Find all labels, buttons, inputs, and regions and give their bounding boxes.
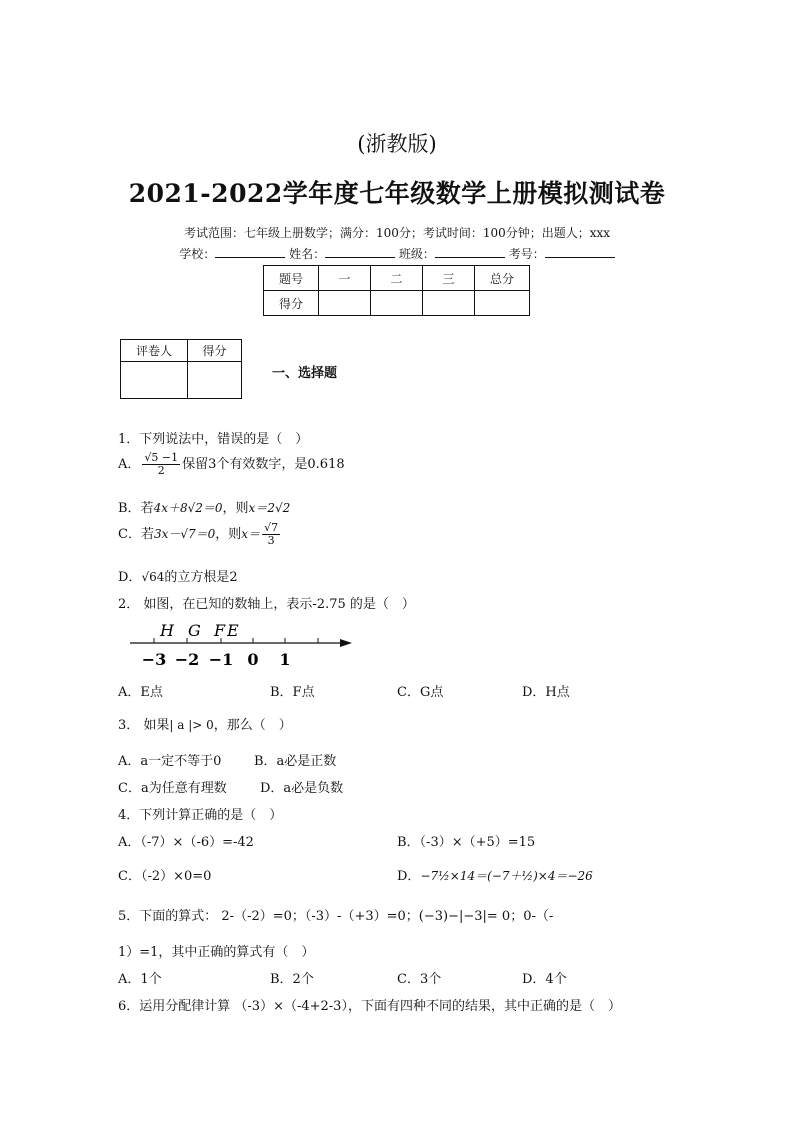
equation: 3x－√7＝0 (153, 527, 216, 542)
score-header-cell: 题号 (264, 266, 319, 291)
score-header-cell: 一 (319, 266, 371, 291)
fraction (142, 452, 180, 477)
number-line-arrow (340, 639, 352, 647)
grader-cell[interactable] (121, 362, 188, 399)
q3-option: B．a必是正数 (254, 754, 337, 769)
q1-stem: 1．下列说法中，错误的是（ ） (118, 432, 309, 447)
class-label: 班级： (398, 247, 435, 261)
score-header-cell: 二 (371, 266, 423, 291)
score-table (263, 265, 530, 316)
school-label: 学校： (179, 247, 216, 261)
q5-option: C．3个 (397, 972, 442, 987)
q2-option: C．G点 (397, 685, 444, 700)
option-label: A． (118, 457, 141, 473)
score-header-cell: 三 (423, 266, 475, 291)
fraction-denominator: 3 (267, 534, 275, 548)
number-line-point-label: H (160, 621, 174, 640)
option-label: C．若 (118, 527, 154, 543)
number-line-point-label: F (214, 621, 226, 640)
exam-scope-line: 考试范围：七年级上册数学；满分：100分；考试时间：100分钟；出题人；xxx (183, 226, 611, 240)
fraction-denominator: 2 (157, 464, 165, 478)
q4-option-c: C．（-2）×0=0 (118, 869, 212, 884)
q3-option: A．a一定不等于0 (118, 754, 222, 769)
q4-option-a: A．（-7）×（-6）=-42 (118, 835, 254, 850)
fraction-numerator: √5 −1 (144, 451, 179, 464)
equation: x＝2√2 (248, 501, 291, 515)
name-blank[interactable] (325, 245, 395, 258)
option-text: 的立方根是2 (164, 570, 238, 585)
q2-option: D．H点 (522, 685, 570, 700)
equation: −7½×14＝(−7＋½)×4＝−26 (420, 869, 593, 883)
id-label: 考号： (508, 247, 545, 261)
edition-label: (浙教版) (357, 132, 437, 156)
number-line-point-label: E (227, 621, 239, 640)
grader-header-cell: 评卷人 (121, 340, 188, 362)
absolute-value-expression: | a |> 0 (169, 718, 214, 732)
q5-option: D．4个 (522, 972, 567, 987)
student-info-line (0, 245, 794, 262)
q2-stem: 2． 如图，在已知的数轴上，表示-2.75 的是（ ） (118, 597, 415, 612)
equation: x＝ (241, 527, 261, 542)
section-title: 一、选择题 (272, 366, 338, 381)
id-blank[interactable] (545, 245, 615, 258)
q5-stem-line2: 1）=1，其中正确的算式有（ ） (118, 945, 315, 960)
number-line-tick-label: 1 (279, 650, 291, 669)
number-line-tick-label: −2 (174, 650, 200, 669)
q2-option: A．E点 (118, 685, 163, 700)
school-blank[interactable] (215, 245, 285, 258)
q1-option-b (118, 497, 290, 516)
grader-cell[interactable] (188, 362, 242, 399)
q5-option: A．1个 (118, 972, 162, 987)
option-text: ，则 (222, 501, 249, 516)
q1-option-a (118, 452, 345, 477)
grader-header-cell: 得分 (188, 340, 242, 362)
q1-option-d (118, 566, 238, 585)
score-header-cell: 总分 (475, 266, 530, 291)
number-line-tick-label: −1 (208, 650, 234, 669)
option-label: B．若 (118, 501, 154, 516)
q1-option-c (118, 522, 282, 547)
score-row-label: 得分 (264, 291, 319, 316)
q5-option: B．2个 (270, 972, 314, 987)
q4-option-d (397, 865, 593, 884)
number-line-tick-label: −3 (141, 650, 167, 669)
grader-table (120, 339, 242, 399)
q3-stem-text: 3． 如果 (118, 718, 170, 733)
score-cell[interactable] (371, 291, 423, 316)
q3-option: C．a为任意有理数 (118, 781, 227, 796)
q3-stem-text: ，那么（ ） (213, 718, 292, 733)
radical-expression: √64 (141, 570, 165, 584)
score-cell[interactable] (475, 291, 530, 316)
option-text: 保留3个有效数字，是0.618 (182, 457, 345, 473)
exam-title: 2021-2022学年度七年级数学上册模拟测试卷 (128, 179, 666, 208)
score-cell[interactable] (423, 291, 475, 316)
class-blank[interactable] (435, 245, 505, 258)
number-line-tick-label: 0 (247, 650, 259, 669)
option-label: D． (397, 869, 421, 884)
q4-option-b: B．（-3）×（+5）=15 (397, 835, 536, 850)
q4-stem: 4．下列计算正确的是（ ） (118, 808, 283, 823)
fraction-numerator: √7 (264, 521, 279, 534)
q2-option: B．F点 (270, 685, 315, 700)
option-label: D． (118, 570, 142, 585)
score-cell[interactable] (319, 291, 371, 316)
q3-stem (118, 714, 292, 733)
option-text: ，则 (215, 527, 242, 543)
q5-stem-line1: 5．下面的算式： 2-（-2）=0；（-3）-（+3）=0；(−3)−|−3|= 0；0-（- (118, 909, 554, 924)
q6-stem: 6．运用分配律计算 （-3）×（-4+2-3），下面有四种不同的结果，其中正确的是（ ） (118, 999, 621, 1014)
fraction (262, 522, 280, 547)
name-label: 姓名： (289, 247, 326, 261)
q3-option: D．a必是负数 (260, 781, 344, 796)
number-line-point-label: G (188, 621, 201, 640)
equation: 4x＋8√2＝0 (153, 501, 223, 515)
number-line-figure (126, 618, 358, 670)
